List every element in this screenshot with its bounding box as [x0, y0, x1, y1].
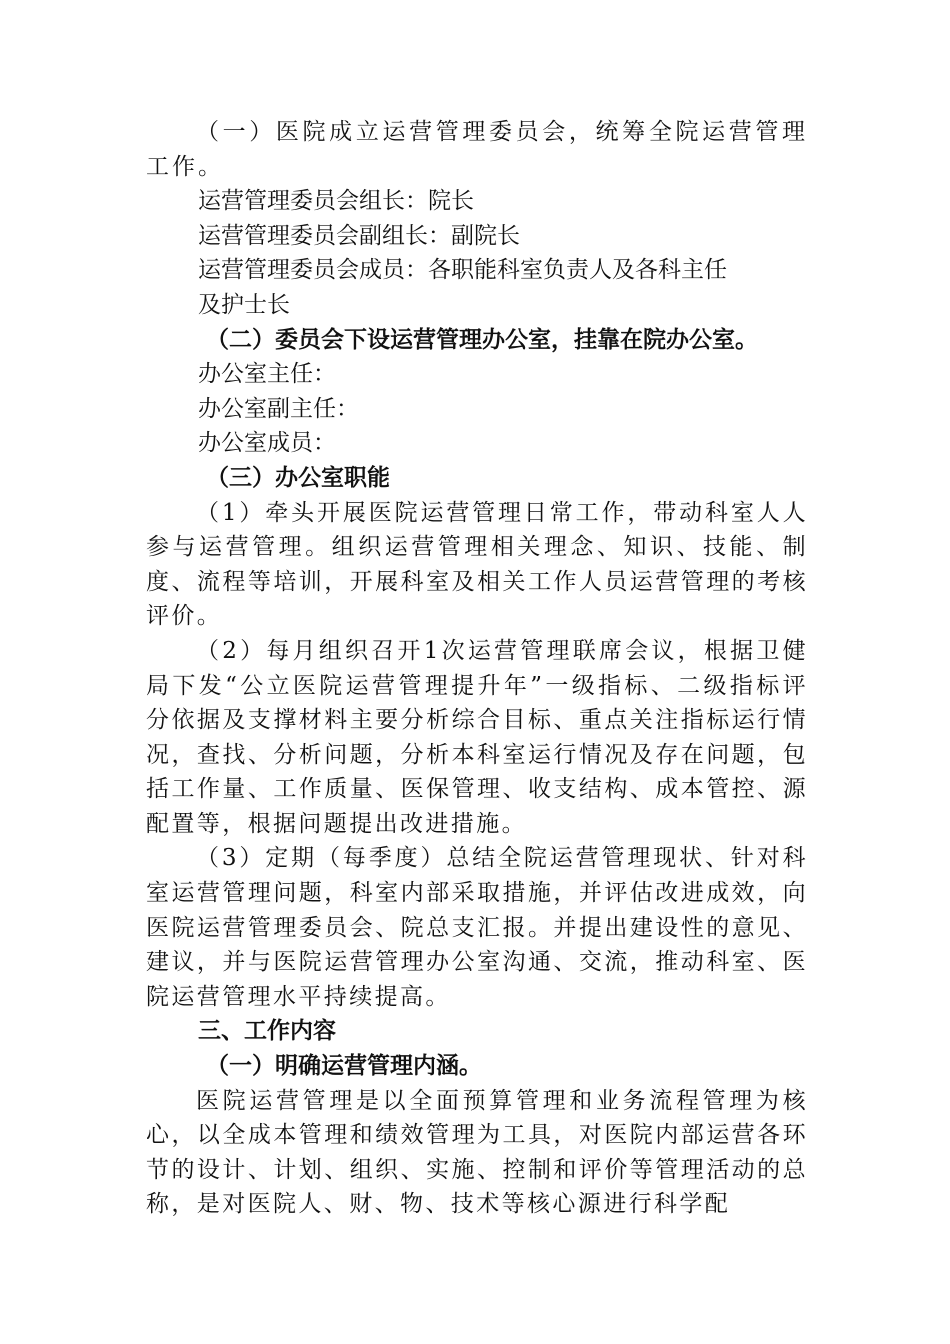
office-deputy-director: 办公室副主任：: [198, 395, 359, 422]
document-page: [146, 115, 808, 1222]
office-members: 办公室成员：: [198, 430, 336, 457]
section-committee-heading: （一）医院成立运营管理委员会，统筹全院运营管理工作。: [146, 119, 808, 180]
operation-management-connotation-heading: （一）明确运营管理内涵。: [206, 1052, 482, 1080]
office-function-3: （3）定期（每季度）总结全院运营管理现状、针对科室运营管理问题，科室内部采取措施，并评估改进成效，向医院运营管理委员会、院总支汇报。并提出建设性的意见、建议，并与医院运营管理办公室沟通、交流，推动科室、医院运营管理水平持续提高。: [146, 845, 808, 1010]
committee-members-continued: 及护士长: [198, 291, 290, 318]
office-function-2: （2）每月组织召开1次运营管理联席会议，根据卫健局下发“公立医院运营管理提升年”一级指标、二级指标评分依据及支撑材料主要分析综合目标、重点关注指标运行情况，查找、分析问题，分析本科室运行情况及存在问题，包括工作量、工作质量、医保管理、收支结构、成本管控、源配置等，根据问题提出改进措施。: [146, 637, 808, 837]
section-office-functions-heading: （三）办公室职能: [206, 463, 390, 491]
section-office-heading: （二）委员会下设运营管理办公室，挂靠在院办公室。: [206, 325, 758, 353]
operation-management-definition: 医院运营管理是以全面预算管理和业务流程管理为核心，以全成本管理和绩效管理为工具，对医院内部运营各环节的设计、计划、组织、实施、控制和评价等管理活动的总称，是对医院人、财、物、技术等核心源进行科学配: [146, 1087, 808, 1218]
committee-deputy-leader: 运营管理委员会副组长：副院长: [198, 222, 520, 249]
committee-leader: 运营管理委员会组长：院长: [198, 188, 474, 215]
office-function-1: （1）牵头开展医院运营管理日常工作，带动科室人人参与运营管理。组织运营管理相关理念、知识、技能、制度、流程等培训，开展科室及相关工作人员运营管理的考核评价。: [146, 499, 808, 630]
office-director: 办公室主任：: [198, 361, 336, 388]
committee-members: 运营管理委员会成员：各职能科室负责人及各科主任: [198, 257, 727, 284]
work-content-heading: 三、工作内容: [198, 1018, 336, 1045]
